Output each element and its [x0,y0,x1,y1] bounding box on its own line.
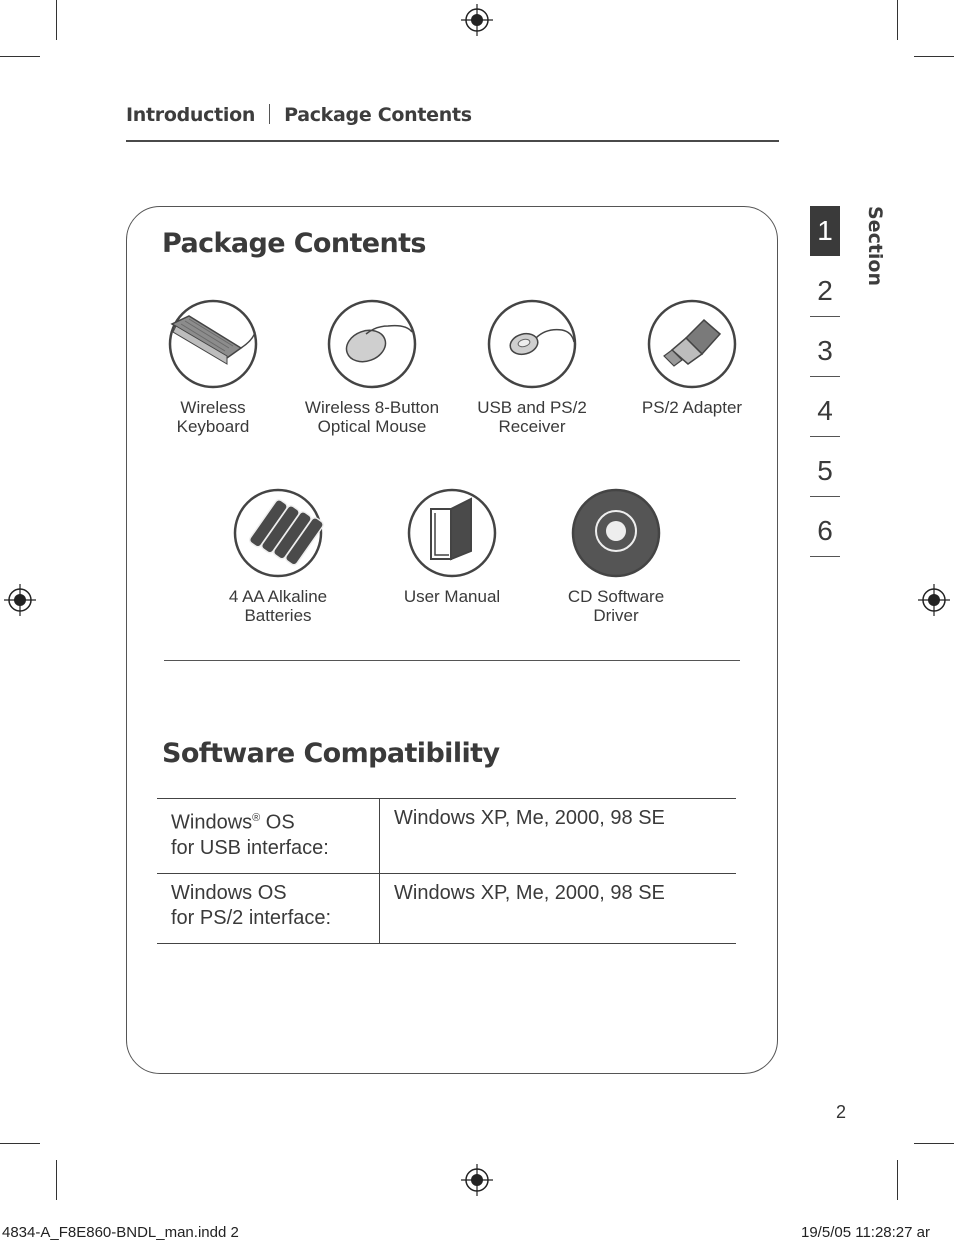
crop-mark [897,1160,898,1200]
crop-mark [56,0,57,40]
os-cell [157,873,380,943]
manual-icon [406,487,498,579]
receiver-icon [486,298,578,390]
package-item-label: CD Software Driver [567,587,665,625]
interface-label: for PS/2 interface: [171,906,332,929]
registration-mark-icon [918,584,950,616]
package-item-manual [372,487,532,606]
package-item-keyboard [133,298,293,436]
os-cell [157,799,380,874]
mouse-icon [326,298,418,390]
registration-mark-icon [461,4,493,36]
slug-filename: 4834-A_F8E860-BNDL_man.indd 2 [2,1224,239,1241]
slug-timestamp: 19/5/05 11:28:27 ar [801,1224,930,1241]
package-item-label: PS/2 Adapter [641,398,743,417]
batteries-icon [232,487,324,579]
table-row [157,873,736,943]
package-item-mouse [292,298,452,436]
package-item-label: Wireless Keyboard [176,398,250,436]
package-item-label: 4 AA Alkaline Batteries [228,587,328,625]
registered-mark: ® [252,812,261,824]
crop-mark [0,56,40,57]
section-tab-5[interactable]: 5 [810,446,840,497]
interface-label: for USB interface: [171,836,329,859]
package-item-batteries [198,487,358,625]
compatibility-table [157,798,736,944]
os-suffix: OS [260,811,295,834]
package-item-receiver [452,298,612,436]
versions-cell: Windows XP, Me, 2000, 98 SE [380,873,737,943]
package-contents-title: Package Contents [162,228,426,259]
crop-mark [56,1160,57,1200]
crop-mark [914,56,954,57]
running-header [126,104,779,142]
section-divider [164,660,740,661]
section-tab-1[interactable]: 1 [810,206,840,256]
header-divider [269,104,270,124]
package-item-label: User Manual [403,587,501,606]
cd-icon [570,487,662,579]
registration-mark-icon [4,584,36,616]
os-name: Windows [171,811,253,834]
crop-mark [914,1143,954,1144]
adapter-icon [646,298,738,390]
package-item-adapter [612,298,772,417]
package-item-label: Wireless 8-Button Optical Mouse [304,398,440,436]
header-topic: Package Contents [284,104,472,126]
package-item-label: USB and PS/2 Receiver [477,398,587,436]
table-row [157,799,736,874]
crop-mark [0,1143,40,1144]
section-tab-3[interactable]: 3 [810,326,840,377]
package-item-cd [536,487,696,625]
page-number: 2 [836,1102,847,1122]
section-tab-4[interactable]: 4 [810,386,840,437]
software-compatibility-title: Software Compatibility [162,738,500,769]
header-section: Introduction [126,104,256,126]
section-tab-2[interactable]: 2 [810,266,840,317]
registration-mark-icon [461,1164,493,1196]
section-label: Section [864,206,886,287]
crop-mark [897,0,898,40]
os-name: Windows OS [171,881,287,904]
section-tab-6[interactable]: 6 [810,506,840,557]
versions-cell: Windows XP, Me, 2000, 98 SE [380,799,737,874]
keyboard-icon [167,298,259,390]
